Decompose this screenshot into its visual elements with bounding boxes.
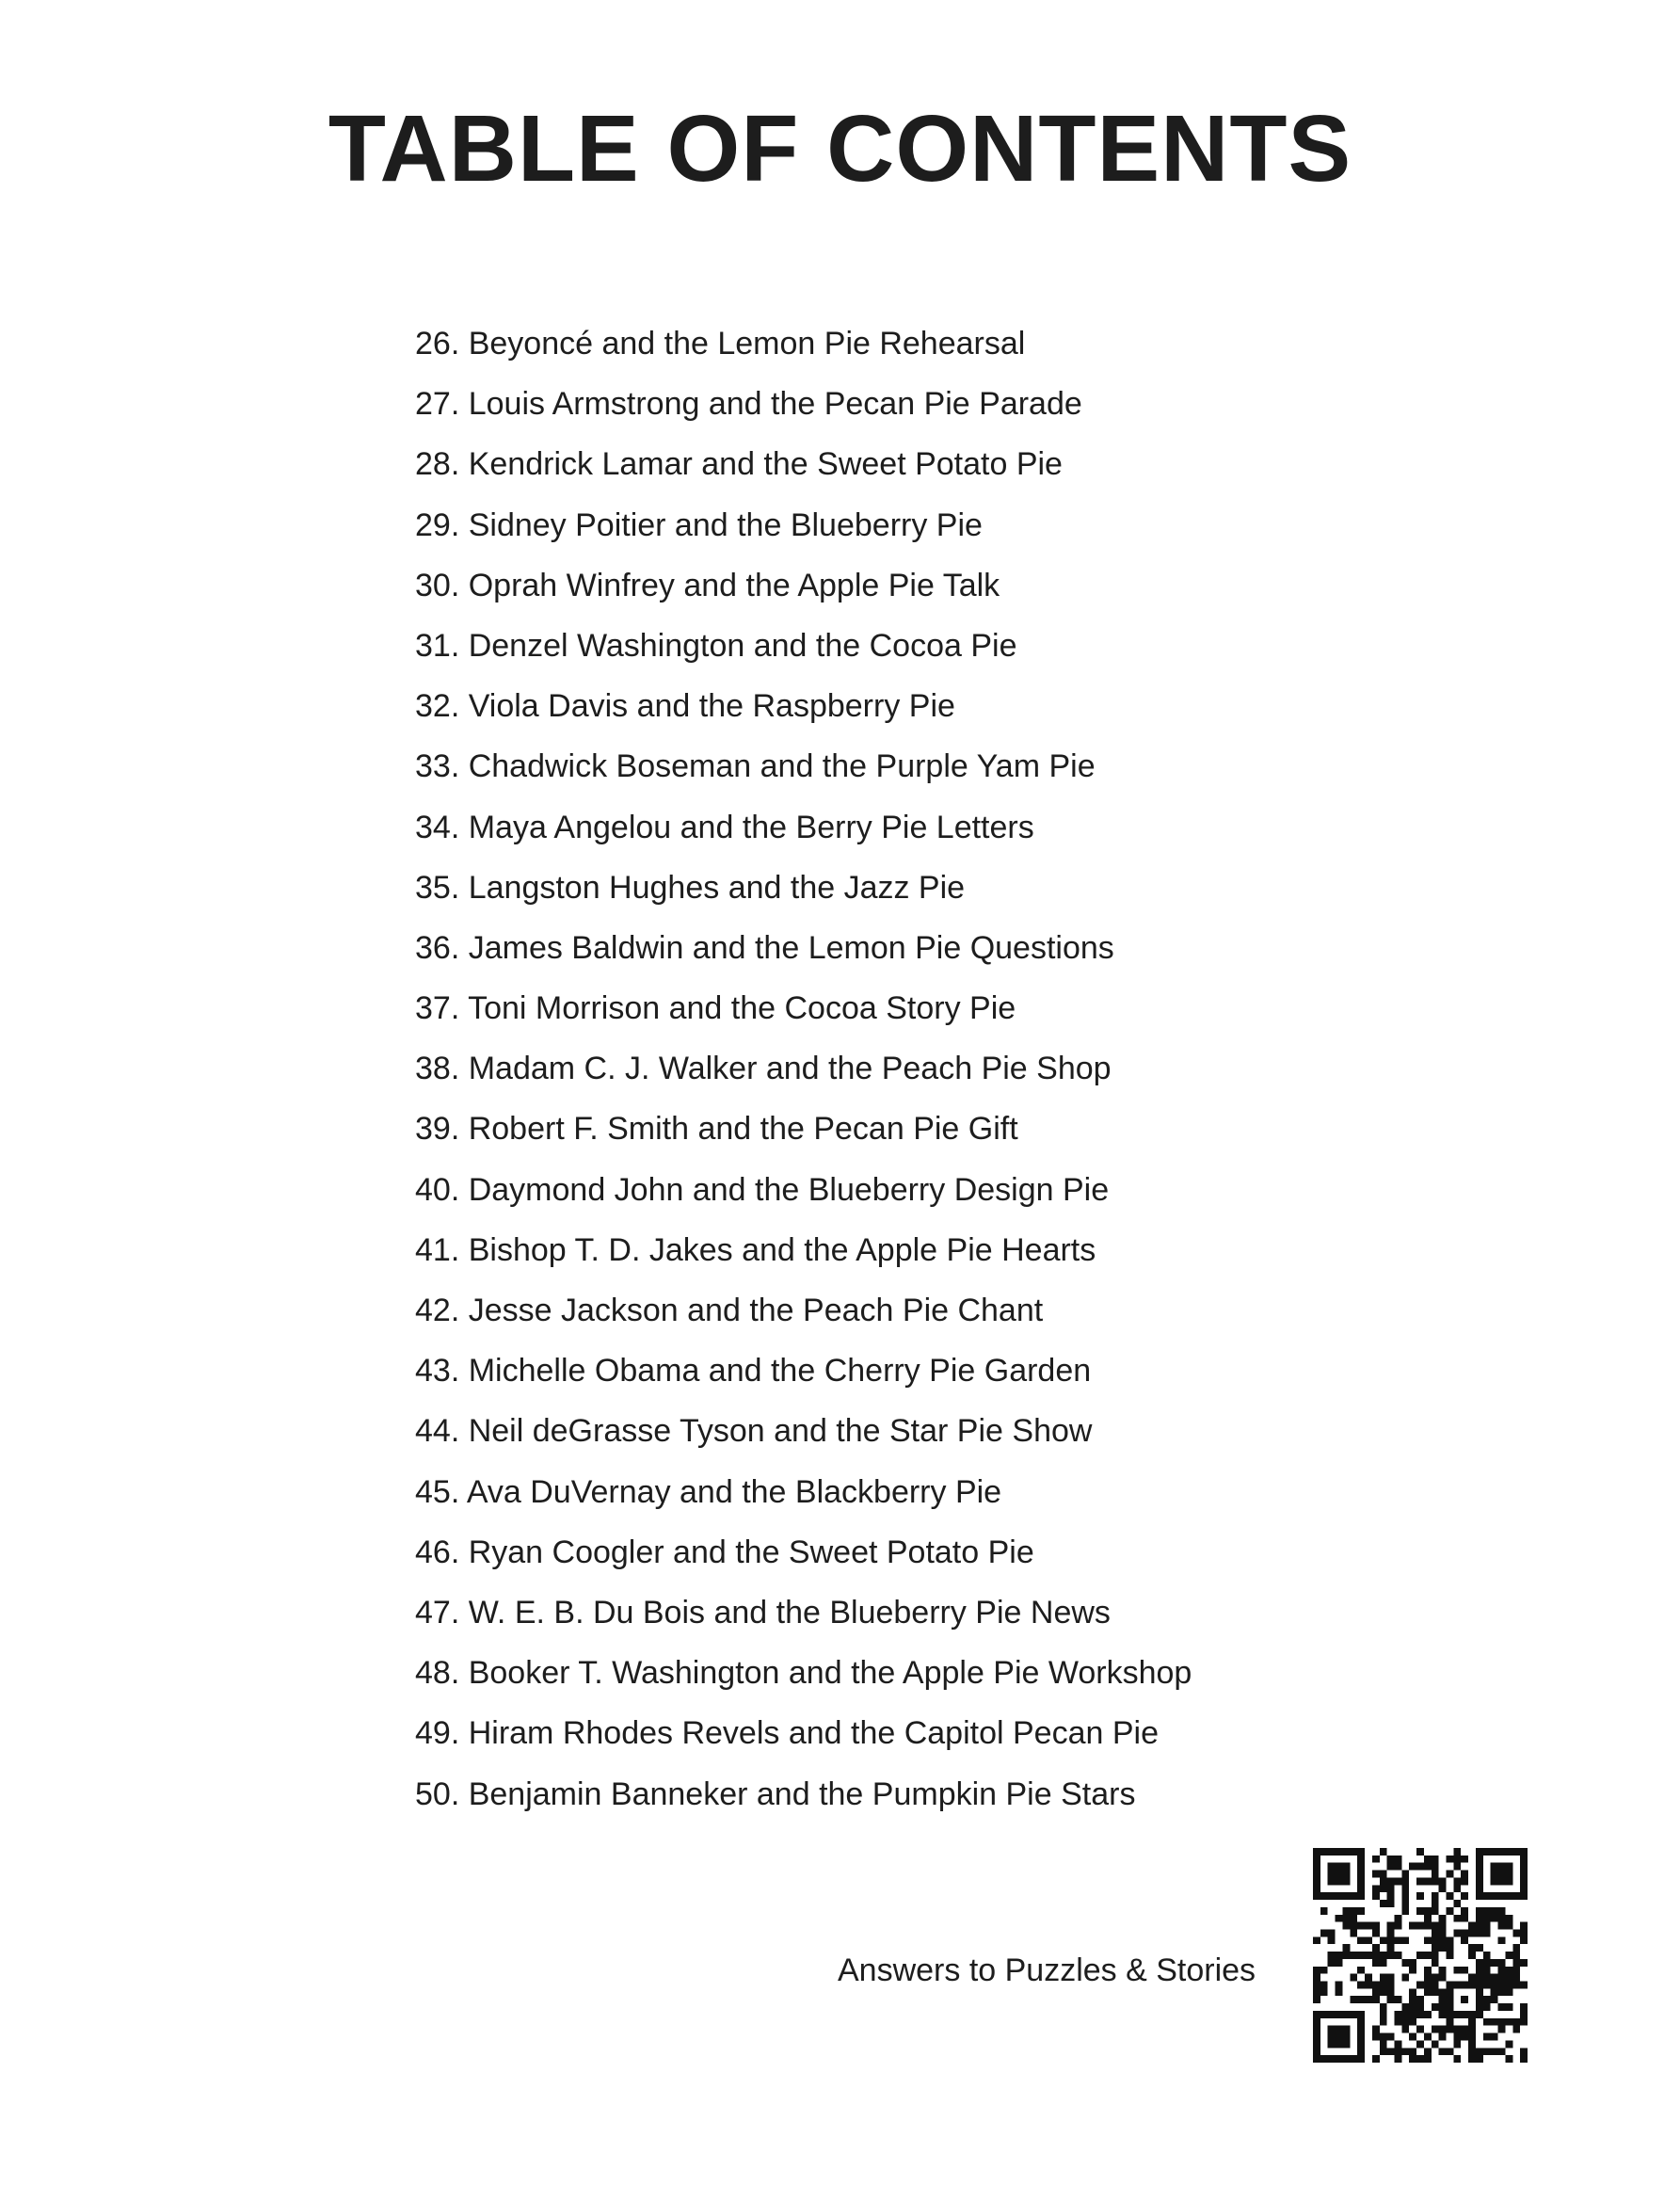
toc-entry: 46. Ryan Coogler and the Sweet Potato Pie <box>415 1534 1034 1570</box>
toc-entry: 26. Beyoncé and the Lemon Pie Rehearsal <box>415 326 1026 361</box>
toc-entry: 27. Louis Armstrong and the Pecan Pie Parade <box>415 386 1082 423</box>
toc-entry: 40. Daymond John and the Blueberry Design Pie <box>415 1171 1110 1208</box>
table-of-contents-list <box>415 313 1192 1824</box>
toc-entry: 29. Sidney Poitier and the Blueberry Pie <box>415 506 983 543</box>
toc-entry: 31. Denzel Washington and the Cocoa Pie <box>415 627 1017 664</box>
toc-entry: 48. Booker T. Washington and the Apple Pie Workshop <box>415 1655 1192 1692</box>
answers-label: Answers to Puzzles & Stories <box>838 1952 1256 1988</box>
toc-entry: 36. James Baldwin and the Lemon Pie Questions <box>415 929 1114 966</box>
toc-entry: 34. Maya Angelou and the Berry Pie Letters <box>415 809 1034 845</box>
toc-entry: 33. Chadwick Boseman and the Purple Yam Pie <box>415 748 1096 785</box>
toc-entry: 44. Neil deGrasse Tyson and the Star Pie Show <box>415 1413 1093 1450</box>
toc-entry: 45. Ava DuVernay and the Blackberry Pie <box>415 1473 1002 1510</box>
qr-code-icon[interactable] <box>1313 1848 1528 2063</box>
toc-entry: 49. Hiram Rhodes Revels and the Capitol Pecan Pie <box>415 1715 1159 1752</box>
toc-entry: 42. Jesse Jackson and the Peach Pie Chant <box>415 1293 1044 1328</box>
toc-entry: 28. Kendrick Lamar and the Sweet Potato Pie <box>415 446 1063 483</box>
toc-entry: 47. W. E. B. Du Bois and the Blueberry Pie News <box>415 1594 1111 1631</box>
page-title: TABLE OF CONTENTS <box>328 96 1352 201</box>
toc-entry: 39. Robert F. Smith and the Pecan Pie Gift <box>415 1111 1018 1148</box>
toc-entry: 41. Bishop T. D. Jakes and the Apple Pie Hearts <box>415 1231 1096 1268</box>
toc-entry: 30. Oprah Winfrey and the Apple Pie Talk <box>415 567 1000 603</box>
toc-entry: 32. Viola Davis and the Raspberry Pie <box>415 688 955 725</box>
toc-entry: 38. Madam C. J. Walker and the Peach Pie Shop <box>415 1051 1112 1087</box>
toc-entry: 43. Michelle Obama and the Cherry Pie Garden <box>415 1353 1092 1390</box>
toc-entry: 35. Langston Hughes and the Jazz Pie <box>415 869 966 906</box>
toc-entry: 37. Toni Morrison and the Cocoa Story Pie <box>415 990 1016 1027</box>
toc-entry: 50. Benjamin Banneker and the Pumpkin Pie Stars <box>415 1775 1136 1812</box>
